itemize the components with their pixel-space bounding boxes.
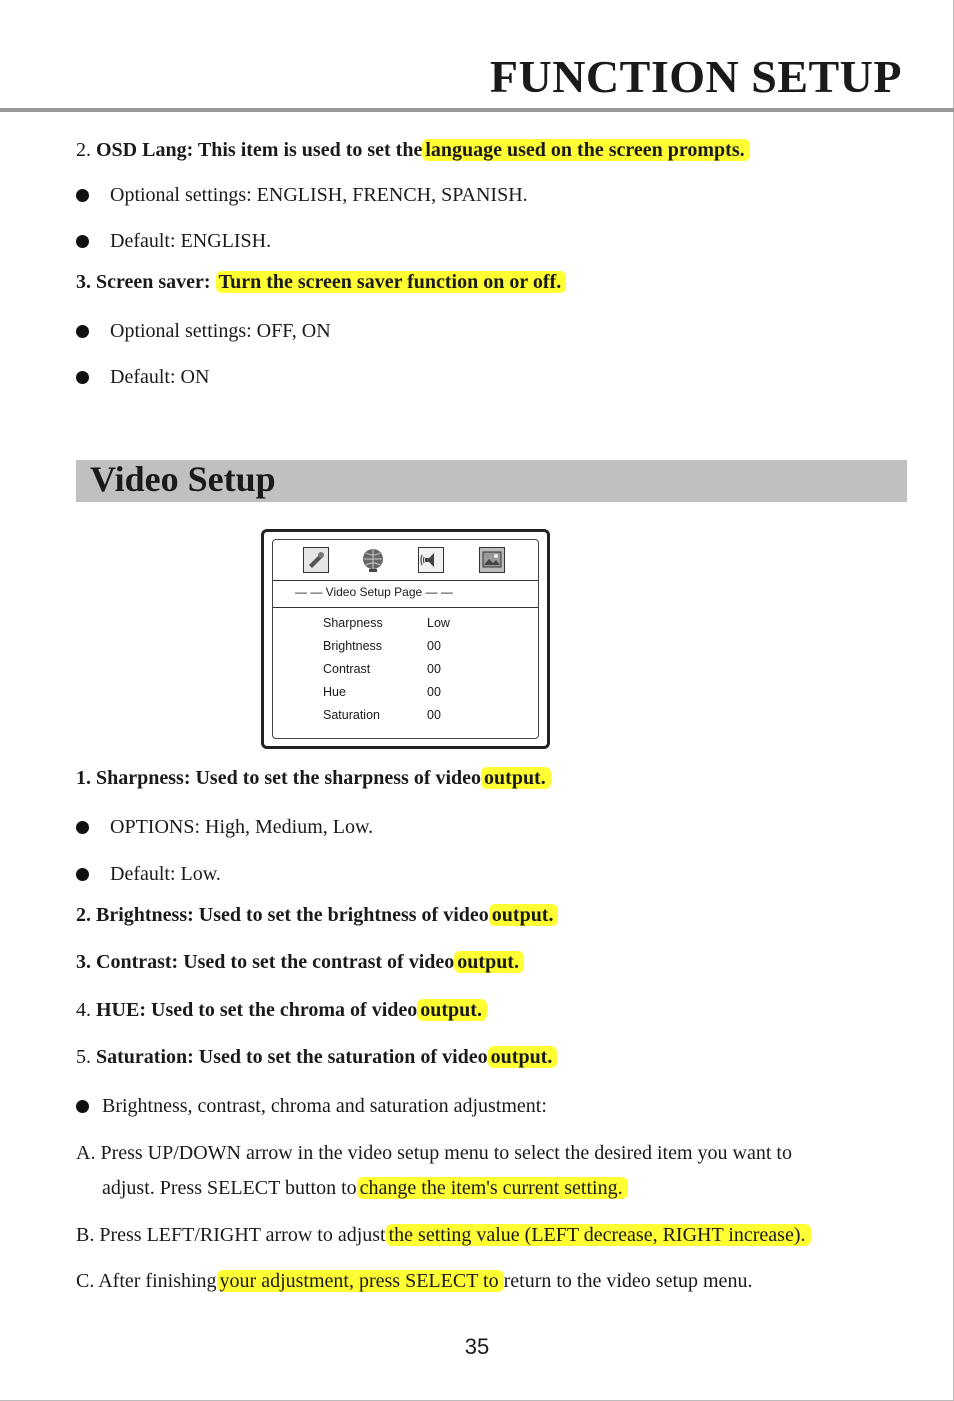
screen-saver-bullet-1 [76, 320, 331, 343]
brightness-heading [76, 904, 558, 927]
bullet-icon [76, 1100, 89, 1113]
bullet-icon [76, 821, 89, 834]
bullet-text: OPTIONS: High, Medium, Low. [110, 816, 374, 838]
osd-row-label: Brightness [323, 639, 383, 653]
osd-lang-lead: OSD Lang: This item is used to set the [96, 139, 423, 161]
hue-lead: HUE: Used to set the chroma of video [96, 999, 418, 1021]
brightness-highlight: output. [489, 904, 559, 926]
step-a-text: adjust. Press SELECT button to [102, 1177, 357, 1199]
sharpness-highlight: output. [481, 767, 551, 789]
section-title: Video Setup [90, 459, 276, 499]
picture-icon [479, 547, 505, 573]
saturation-num: 5. [76, 1046, 96, 1068]
step-a-highlight: change the item's current setting. [357, 1177, 628, 1199]
bullet-text: Optional settings: ENGLISH, FRENCH, SPANISH. [110, 184, 528, 206]
screen-saver-lead: 3. Screen saver: [76, 271, 211, 293]
screen-saver-heading [76, 271, 566, 294]
osd-row-value: 00 [427, 662, 441, 676]
osd-row-value: 00 [427, 639, 441, 653]
osd-divider-bottom [273, 607, 538, 608]
osd-lang-highlight: language used on the screen prompts. [422, 139, 749, 161]
speaker-icon [418, 547, 444, 573]
sharpness-bullet-1 [76, 816, 373, 839]
bullet-text: Default: Low. [110, 863, 221, 885]
hue-highlight: output. [417, 999, 487, 1021]
screen-saver-bullet-2 [76, 366, 209, 389]
page-title: FUNCTION SETUP [489, 51, 902, 102]
osd-row-label: Hue [323, 685, 346, 699]
sharpness-lead: 1. Sharpness: Used to set the sharpness of video [76, 767, 482, 789]
contrast-lead: 3. Contrast: Used to set the contrast of video [76, 951, 455, 973]
step-a-line-2 [102, 1177, 628, 1200]
bullet-text: Default: ENGLISH. [110, 230, 272, 252]
hue-num: 4. [76, 999, 96, 1021]
contrast-highlight: output. [454, 951, 524, 973]
osd-divider-top [273, 580, 538, 581]
step-c-highlight: your adjustment, press SELECT to [217, 1270, 504, 1292]
saturation-heading [76, 1046, 557, 1069]
step-b-line [76, 1224, 811, 1247]
osd-row-value: 00 [427, 708, 441, 722]
bullet-text: Brightness, contrast, chroma and saturation adjustment: [102, 1095, 547, 1117]
bullet-icon [76, 325, 89, 338]
sharpness-bullet-2 [76, 863, 221, 886]
osd-panel [272, 539, 539, 739]
adjust-bullet [76, 1095, 547, 1118]
bullet-text: Default: ON [110, 366, 210, 388]
osd-row-label: Saturation [323, 708, 380, 722]
step-a-line-1: A. Press UP/DOWN arrow in the video setup menu to select the desired item you want to [76, 1142, 792, 1164]
step-c-text: C. After finishing [76, 1270, 217, 1292]
globe-icon [360, 547, 384, 571]
step-b-highlight: the setting value (LEFT decrease, RIGHT increase). [386, 1224, 811, 1246]
saturation-highlight: output. [488, 1046, 558, 1068]
osd-row-value: 00 [427, 685, 441, 699]
wrench-icon [303, 547, 329, 573]
bullet-icon [76, 189, 89, 202]
brightness-lead: 2. Brightness: Used to set the brightness of video [76, 904, 489, 926]
screen-saver-highlight: Turn the screen saver function on or off. [216, 271, 567, 293]
step-b-text: B. Press LEFT/RIGHT arrow to adjust [76, 1224, 386, 1246]
osd-row-value: Low [427, 616, 450, 630]
osd-screen [261, 529, 550, 749]
contrast-heading [76, 951, 524, 974]
hue-heading [76, 999, 487, 1022]
bullet-icon [76, 371, 89, 384]
bullet-icon [76, 868, 89, 881]
osd-lang-heading [76, 139, 750, 162]
bullet-text: Optional settings: OFF, ON [110, 320, 331, 342]
osd-lang-bullet-2 [76, 230, 271, 253]
bullet-icon [76, 235, 89, 248]
step-c-line [76, 1270, 752, 1293]
osd-page-heading: — — Video Setup Page — — [295, 585, 453, 599]
title-rule [0, 108, 954, 112]
osd-lang-bullet-1 [76, 184, 528, 207]
saturation-lead: Saturation: Used to set the saturation of video [96, 1046, 488, 1068]
osd-lang-num: 2. [76, 139, 96, 161]
step-c-text-end: return to the video setup menu. [503, 1270, 753, 1292]
osd-row-label: Sharpness [323, 616, 383, 630]
sharpness-heading [76, 767, 551, 790]
osd-row-label: Contrast [323, 662, 371, 676]
page-number: 35 [464, 1334, 490, 1359]
section-banner [76, 460, 907, 502]
